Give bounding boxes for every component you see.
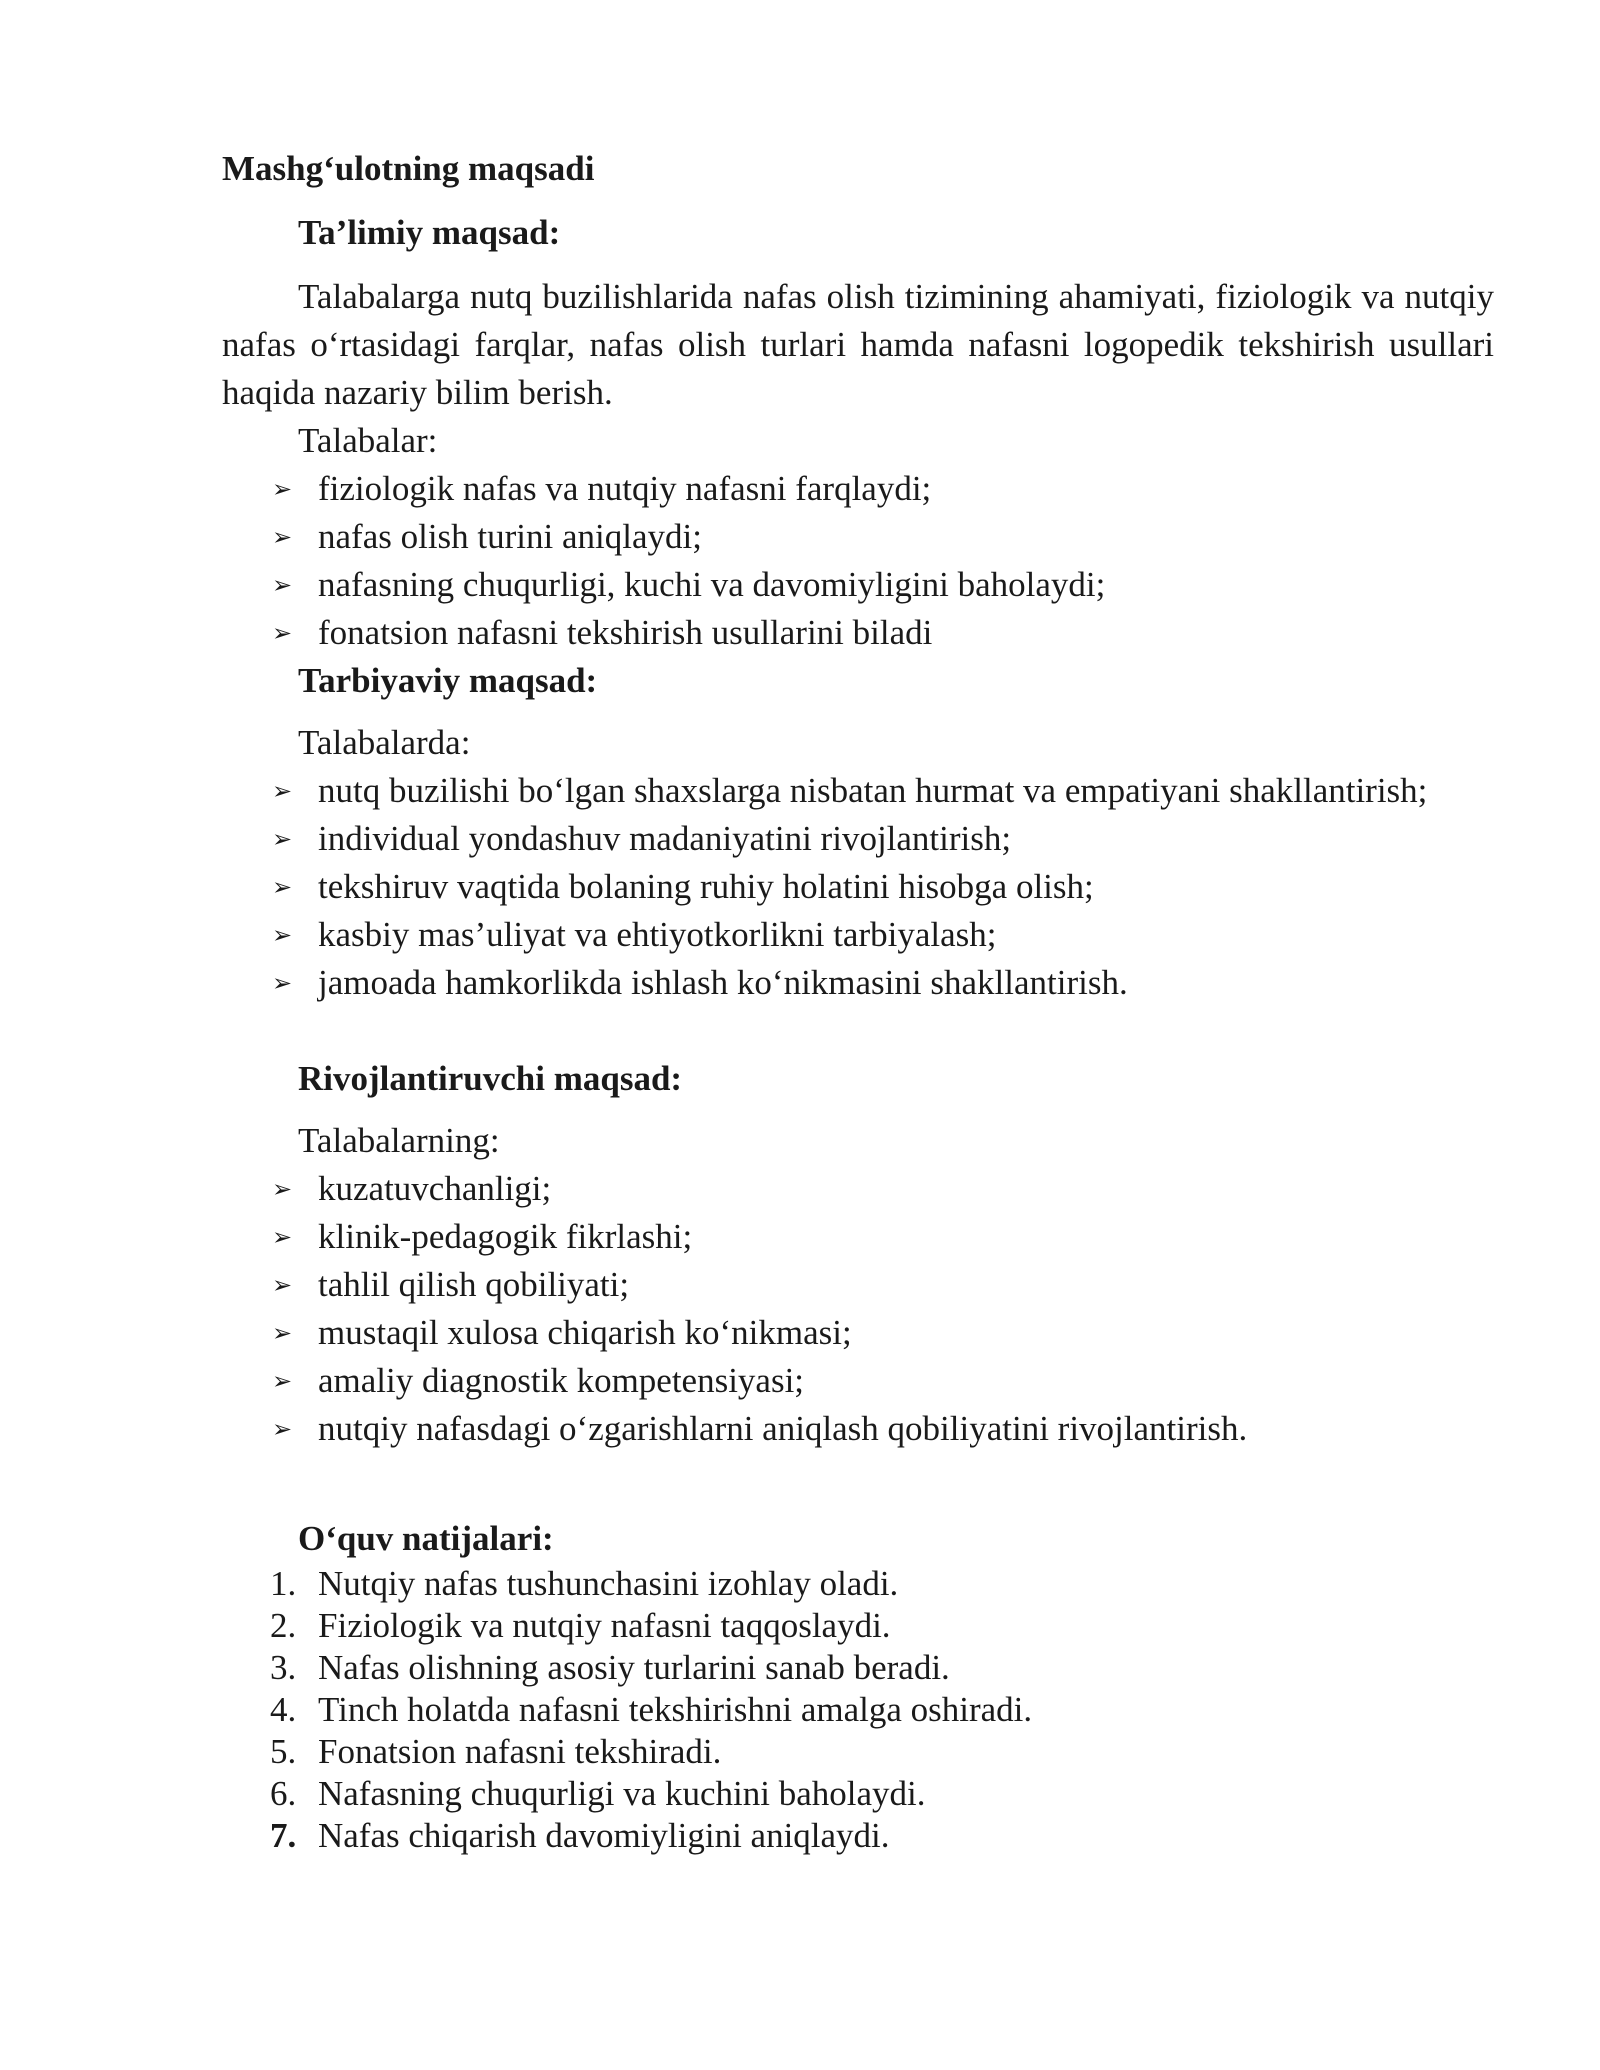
list-item (222, 1357, 1494, 1405)
arrowhead-bullet-icon: ➢ (272, 1175, 293, 1203)
list-item (222, 1261, 1494, 1309)
talimiy-list (222, 465, 1494, 657)
rivojlantiruvchi-heading: Rivojlantiruvchi maqsad: (298, 1059, 683, 1098)
list-item (222, 767, 1494, 815)
list-number: 4. (270, 1690, 297, 1729)
list-item (222, 815, 1494, 863)
list-item (222, 1731, 1494, 1773)
list-item (222, 513, 1494, 561)
natijalar-heading: O‘quv natijalari: (298, 1519, 554, 1558)
arrowhead-bullet-icon: ➢ (272, 969, 293, 997)
arrowhead-bullet-icon: ➢ (272, 571, 293, 599)
list-item (222, 1309, 1494, 1357)
list-item-text: individual yondashuv madaniyatini rivojlantirish; (318, 819, 1012, 858)
list-item (222, 1815, 1494, 1857)
list-item-text: mustaqil xulosa chiqarish ko‘nikmasi; (318, 1313, 852, 1352)
list-number: 3. (270, 1648, 297, 1687)
list-item (222, 561, 1494, 609)
list-item-text: kasbiy mas’uliyat va ehtiyotkorlikni tarbiyalash; (318, 915, 997, 954)
arrowhead-bullet-icon: ➢ (272, 1271, 293, 1299)
list-item-text: jamoada hamkorlikda ishlash ko‘nikmasini shakllantirish. (318, 963, 1128, 1002)
arrowhead-bullet-icon: ➢ (272, 777, 293, 805)
list-item (222, 1773, 1494, 1815)
list-number: 7. (270, 1816, 297, 1855)
list-item-text: nafasning chuqurligi, kuchi va davomiyligini baholaydi; (318, 565, 1106, 604)
list-item (222, 1605, 1494, 1647)
list-number: 6. (270, 1774, 297, 1813)
tarbiyaviy-heading: Tarbiyaviy maqsad: (298, 661, 598, 700)
list-item-text: Fiziologik va nutqiy nafasni taqqoslaydi. (318, 1606, 891, 1645)
arrowhead-bullet-icon: ➢ (272, 873, 293, 901)
document-page (222, 145, 1494, 1857)
arrowhead-bullet-icon: ➢ (272, 1223, 293, 1251)
list-item-text: Nafas olishning asosiy turlarini sanab beradi. (318, 1648, 950, 1687)
list-item-text: fiziologik nafas va nutqiy nafasni farqlaydi; (318, 469, 932, 508)
tarbiyaviy-intro: Talabalarda: (298, 723, 471, 762)
list-item (222, 959, 1494, 1007)
list-item-text: tahlil qilish qobiliyati; (318, 1265, 630, 1304)
arrowhead-bullet-icon: ➢ (272, 1319, 293, 1347)
list-item-text: amaliy diagnostik kompetensiyasi; (318, 1361, 805, 1400)
list-item-text: Nafasning chuqurligi va kuchini baholaydi. (318, 1774, 926, 1813)
list-item (222, 1165, 1494, 1213)
list-item-text: nutq buzilishi bo‘lgan shaxslarga nisbatan hurmat va empatiyani shakllantirish; (318, 771, 1428, 810)
list-number: 5. (270, 1732, 297, 1771)
arrowhead-bullet-icon: ➢ (272, 475, 293, 503)
arrowhead-bullet-icon: ➢ (272, 825, 293, 853)
list-item (222, 1405, 1494, 1453)
rivojlantiruvchi-intro: Talabalarning: (298, 1121, 500, 1160)
list-item-text: Nutqiy nafas tushunchasini izohlay oladi. (318, 1564, 899, 1603)
list-item-text: Nafas chiqarish davomiyligini aniqlaydi. (318, 1816, 890, 1855)
arrowhead-bullet-icon: ➢ (272, 523, 293, 551)
list-item (222, 863, 1494, 911)
document-title: Mashg‘ulotning maqsadi (222, 149, 595, 188)
list-item (222, 1213, 1494, 1261)
arrowhead-bullet-icon: ➢ (272, 619, 293, 647)
list-item (222, 609, 1494, 657)
list-item (222, 1563, 1494, 1605)
list-item-text: Fonatsion nafasni tekshiradi. (318, 1732, 722, 1771)
list-number: 2. (270, 1606, 297, 1645)
arrowhead-bullet-icon: ➢ (272, 921, 293, 949)
list-item-text: tekshiruv vaqtida bolaning ruhiy holatini hisobga olish; (318, 867, 1094, 906)
list-item (222, 465, 1494, 513)
list-item-text: nafas olish turini aniqlaydi; (318, 517, 702, 556)
list-item-text: Tinch holatda nafasni tekshirishni amalga oshiradi. (318, 1690, 1033, 1729)
arrowhead-bullet-icon: ➢ (272, 1367, 293, 1395)
list-item-text: kuzatuvchanligi; (318, 1169, 552, 1208)
list-item-text: fonatsion nafasni tekshirish usullarini biladi (318, 613, 933, 652)
talimiy-intro: Talabalar: (298, 421, 438, 460)
list-item-text: nutqiy nafasdagi o‘zgarishlarni aniqlash qobiliyatini rivojlantirish. (318, 1409, 1248, 1448)
tarbiyaviy-list (222, 767, 1494, 1007)
list-item (222, 1689, 1494, 1731)
rivojlantiruvchi-list (222, 1165, 1494, 1453)
natijalar-list (222, 1563, 1494, 1857)
list-item (222, 1647, 1494, 1689)
list-number: 1. (270, 1564, 297, 1603)
list-item-text: klinik-pedagogik fikrlashi; (318, 1217, 693, 1256)
arrowhead-bullet-icon: ➢ (272, 1415, 293, 1443)
talimiy-heading: Ta’limiy maqsad: (298, 213, 561, 252)
list-item (222, 911, 1494, 959)
talimiy-paragraph: Talabalarga nutq buzilishlarida nafas olish tizimining ahamiyati, fiziologik va nutqiy nafas o‘rtasidagi farqlar, nafas olish turlari hamda nafasni logopedik tekshirish usullari haqida nazariy bilim berish. (222, 277, 1494, 412)
